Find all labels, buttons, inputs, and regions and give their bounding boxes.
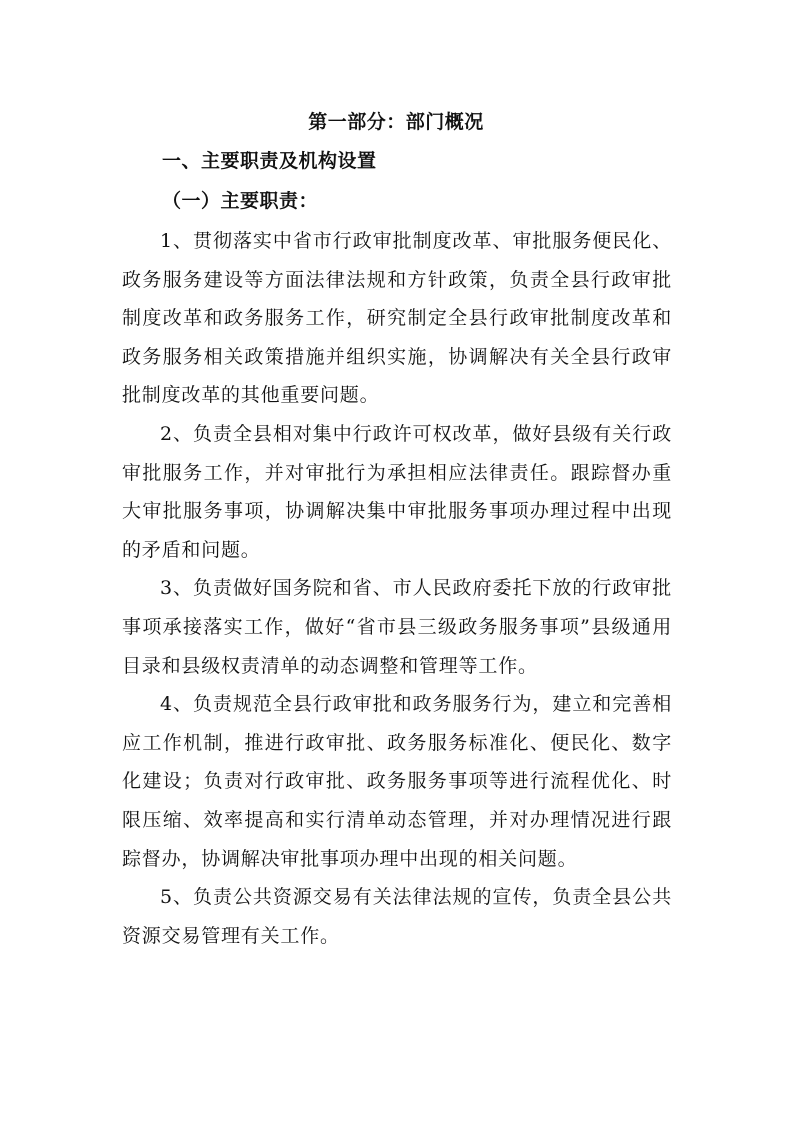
section-heading: 一、主要职责及机构设置 [162,150,377,172]
paragraph-4: 4、负责规范全县行政审批和政务服务行为，建立和完善相应工作机制，推进行政审批、政务服务标准化、便民化、数字化建设；负责对行政审批、政务服务事项等进行流程优化、时限压缩、效率提高和实行清单动态管理，并对办理情况进行跟踪督办，协调解决审批事项办理中出现的相关问题。 [122,693,672,870]
paragraph-5: 5、负责公共资源交易有关法律法规的宣传，负责全县公共资源交易管理有关工作。 [122,886,672,947]
paragraph-2: 2、负责全县相对集中行政许可权改革，做好县级有关行政审批服务工作，并对审批行为承担相应法律责任。跟踪督办重大审批服务事项，协调解决集中审批服务事项办理过程中出现的矛盾和问题。 [122,422,672,561]
paragraph-3: 3、负责做好国务院和省、市人民政府委托下放的行政审批事项承接落实工作，做好“省市县三级政务服务事项”县级通用目录和县级权责清单的动态调整和管理等工作。 [122,577,672,677]
sub-heading: （一）主要职责： [162,190,319,212]
paragraph-1: 1、贯彻落实中省市行政审批制度改革、审批服务便民化、政务服务建设等方面法律法规和方针政策，负责全县行政审批制度改革和政务服务工作，研究制定全县行政审批制度改革和政务服务相关政策措施并组织实施，协调解决有关全县行政审批制度改革的其他重要问题。 [122,230,672,407]
body-text [122,222,672,955]
part-title: 第一部分：部门概况 [308,111,484,133]
